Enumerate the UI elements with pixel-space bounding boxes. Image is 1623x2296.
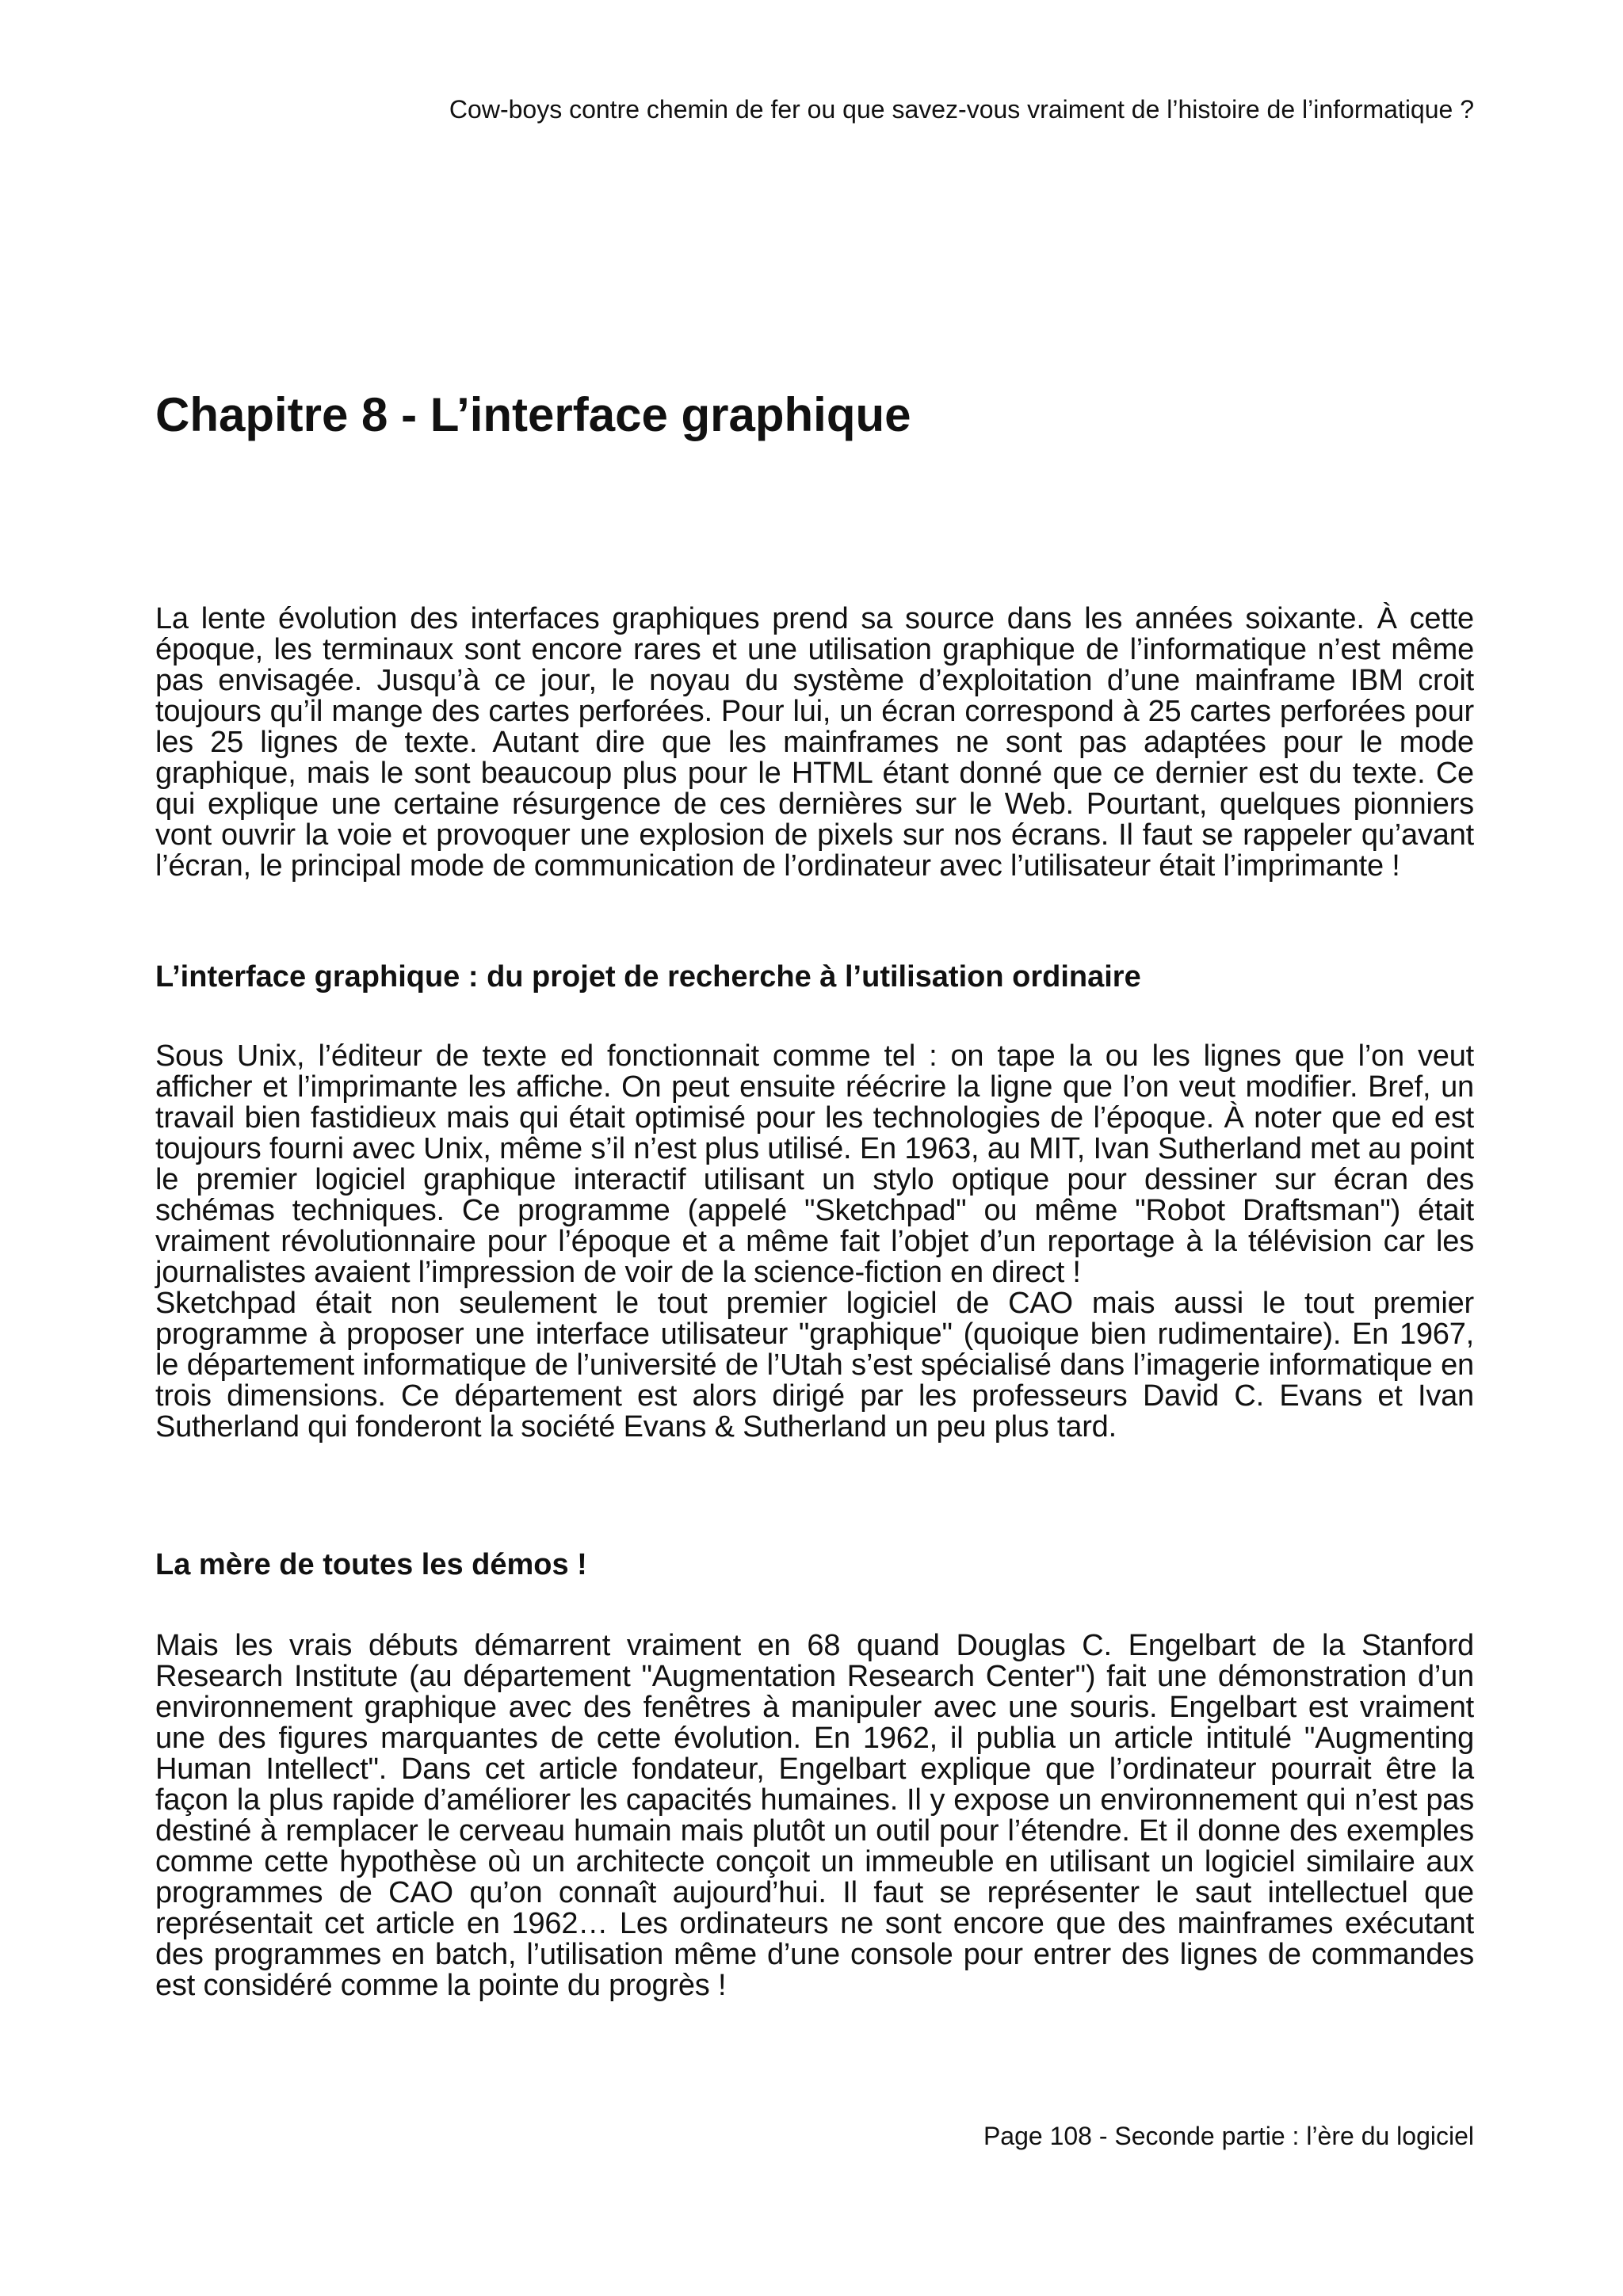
paragraph-unix-ed: Sous Unix, l’éditeur de texte ed fonctionnait comme tel : on tape la ou les lignes que l’on veut afficher et l’imprimante les affiche. On peut ensuite réécrire la ligne que l’on veut modifier. Bref, un travail bien fastidieux mais qui était optimisé pour les technologies de l’époque. À noter que ed est toujours fourni avec Unix, même s’il n’est plus utilisé. En 1963, au MIT, Ivan Sutherland met au point le premier logiciel graphique interactif utilisant un stylo optique pour dessiner sur écran des schémas techniques. Ce programme (appelé "Sketchpad" ou même "Robot Draftsman") était vraiment révolutionnaire pour l’époque et a même fait l’objet d’un reportage à la télévision car les journalistes avaient l’impression de voir de la science-fiction en direct ! bbox=[155, 1039, 1474, 1289]
intro-paragraph: La lente évolution des interfaces graphiques prend sa source dans les années soixante. À cette époque, les terminaux sont encore rares et une utilisation graphique de l’informatique n’est même pas envisagée. Jusqu’à ce jour, le noyau du système d’exploitation d’une mainframe IBM croit toujours qu’il mange des cartes perforées. Pour lui, un écran correspond à 25 cartes perforées pour les 25 lignes de texte. Autant dire que les mainframes ne sont pas adaptées pour le mode graphique, mais le sont beaucoup plus pour le HTML étant donné que ce dernier est du texte. Ce qui explique une certaine résurgence de ces dernières sur le Web. Pourtant, quelques pionniers vont ouvrir la voie et provoquer une explosion de pixels sur nos écrans. Il faut se rappeler qu’avant l’écran, le principal mode de communication de l’ordinateur avec l’utilisateur était l’imprimante ! bbox=[155, 602, 1474, 883]
section-body-gui-research bbox=[155, 1041, 1474, 1443]
running-header: Cow-boys contre chemin de fer ou que savez-vous vraiment de l’histoire de l’informatique ? bbox=[449, 95, 1474, 124]
section-heading-mother-of-demos: La mère de toutes les démos ! bbox=[155, 1548, 587, 1581]
paragraph-engelbart: Mais les vrais débuts démarrent vraiment en 68 quand Douglas C. Engelbart de la Stanford Research Institute (au département "Augmentation Research Center") fait une démonstration d’un environnement graphique avec des fenêtres à manipuler avec une souris. Engelbart est vraiment une des figures marquantes de cette évolution. En 1962, il publia un article intitulé "Augmenting Human Intellect". Dans cet article fondateur, Engelbart explique que l’ordinateur pourrait être la façon la plus rapide d’améliorer les capacités humaines. Il y expose un environnement qui n’est pas destiné à remplacer le cerveau humain mais plutôt un outil pour l’étendre. Et il donne des exemples comme cette hypothèse où un architecte conçoit un immeuble en utilisant un logiciel similaire aux programmes de CAO qu’on connaît aujourd’hui. Il faut se représenter le saut intellectuel que représentait cet article en 1962… Les ordinateurs ne sont encore que des mainframes exécutant des programmes en batch, l’utilisation même d’une console pour entrer des lignes de commandes est considéré comme la pointe du progrès ! bbox=[155, 1629, 1474, 2002]
section-heading-gui-research: L’interface graphique : du projet de recherche à l’utilisation ordinaire bbox=[155, 960, 1141, 994]
chapter-title: Chapitre 8 - L’interface graphique bbox=[155, 388, 911, 441]
page-footer: Page 108 - Seconde partie : l’ère du logiciel bbox=[983, 2122, 1474, 2150]
paragraph-sketchpad: Sketchpad était non seulement le tout premier logiciel de CAO mais aussi le tout premier programme à proposer une interface utilisateur "graphique" (quoique bien rudimentaire). En 1967, le département informatique de l’université de l’Utah s’est spécialisé dans l’imagerie informatique en trois dimensions. Ce département est alors dirigé par les professeurs David C. Evans et Ivan Sutherland qui fonderont la société Evans & Sutherland un peu plus tard. bbox=[155, 1287, 1474, 1444]
